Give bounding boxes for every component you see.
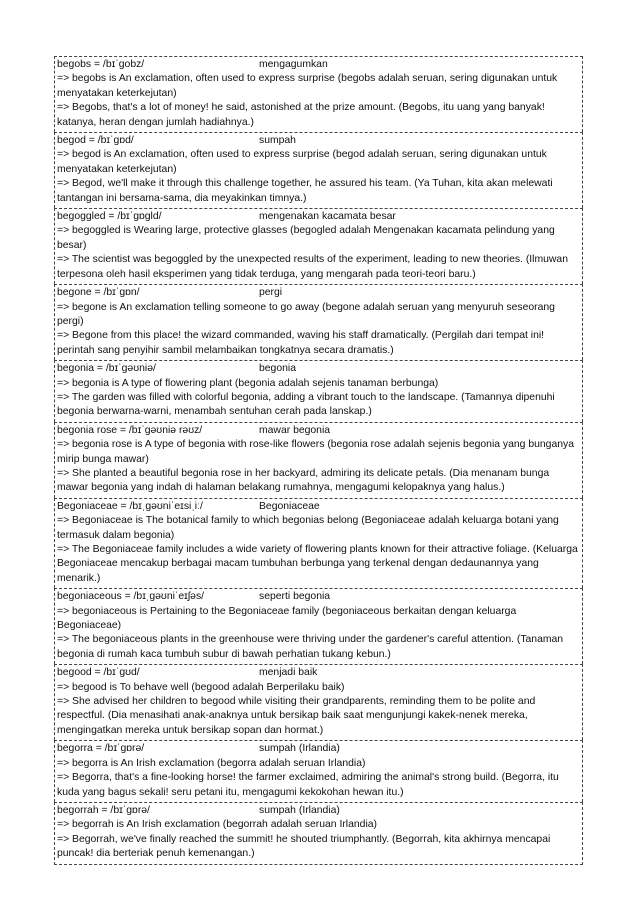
entry-definition: => begobs is An exclamation, often used to express surprise (begobs adalah seruan, sering digunakan untuk menyatakan keterkejutan) — [57, 73, 558, 99]
entry-heading — [57, 424, 580, 438]
entry-definition: => begorra is An Irish exclamation (begorra adalah seruan Irlandia) — [57, 757, 366, 769]
entry-heading — [57, 666, 580, 680]
entry-translation: sumpah (Irlandia) — [259, 804, 340, 816]
entry-heading — [57, 500, 580, 514]
entry-translation: sumpah (Irlandia) — [259, 743, 340, 755]
entry-heading — [57, 210, 580, 224]
dictionary-entry — [54, 740, 583, 802]
dictionary-entry — [54, 284, 583, 360]
dictionary-entry — [54, 208, 583, 284]
entry-definition: => begonia rose is A type of begonia with rose-like flowers (begonia rose adalah sejenis begonia yang bunganya mirip bunga mawar) — [57, 439, 574, 465]
entry-term: begorrah = /bɪˈɡɒrə/ — [57, 804, 150, 816]
entry-term: begone = /bɪˈɡɒn/ — [57, 287, 140, 299]
entry-heading — [57, 286, 580, 300]
entry-example: => Begobs, that's a lot of money! he said, astonished at the prize amount. (Begobs, itu uang yang banyak! katanya, heran dengan jumlah hadiahnya.) — [57, 102, 545, 128]
dictionary-entry — [54, 360, 583, 422]
entry-heading — [57, 134, 580, 148]
entry-definition: => begod is An exclamation, often used to express surprise (begod adalah seruan, sering digunakan untuk menyatakan keterkejutan) — [57, 149, 547, 175]
entry-heading — [57, 362, 580, 376]
entry-translation: begonia — [259, 363, 296, 375]
entry-translation: mawar begonia — [259, 424, 331, 436]
entry-definition: => begorrah is An Irish exclamation (begorrah adalah seruan Irlandia) — [57, 819, 377, 831]
entry-definition: => begoniaceous is Pertaining to the Begoniaceae family (begoniaceous berkaitan dengan keluarga Begoniaceae) — [57, 605, 517, 632]
entry-term: Begoniaceae = /bɪˌɡəʊniˈeɪsiˌiː/ — [57, 500, 203, 512]
entry-translation: seperti begonia — [259, 591, 331, 603]
dictionary-entry — [54, 664, 583, 740]
entry-example: => Begone from this place! the wizard commanded, waving his staff dramatically. (Pergilah dari tempat ini! perintah sang penyihir sambil melambaikan tongkatnya secara dramatis.) — [57, 330, 545, 356]
entry-translation: Begoniaceae — [259, 500, 320, 512]
entry-definition: => begone is An exclamation telling someone to go away (begone adalah seruan yang menyuruh seseorang pergi) — [57, 301, 555, 327]
dictionary-sheet — [54, 56, 583, 865]
entry-example: => She advised her children to begood while visiting their grandparents, reminding them to be polite and respectful. (Dia menasihati anak-anaknya untuk bersikap baik saat mengunjungi kakek-nenek mereka, mengingatkan mereka untuk bersikap sopan dan hormat.) — [57, 696, 536, 736]
entry-term: begonia = /bɪˈɡəʊniə/ — [57, 363, 156, 375]
entry-term: begood = /bɪˈɡʊd/ — [57, 667, 140, 679]
entry-example: => The scientist was begoggled by the unexpected results of the experiment, leading to new theories. (Ilmuwan terpesona oleh hasil eksperimen yang tidak terduga, yang mengarah pada teori-teori baru.) — [57, 254, 568, 280]
entry-example: => She planted a beautiful begonia rose in her backyard, admiring its delicate petals. (Dia menanam bunga mawar begonia yang indah di halaman belakang rumahnya, mengagumi kelopaknya yang halus.) — [57, 467, 550, 494]
dictionary-entry — [54, 802, 583, 865]
dictionary-entry — [54, 56, 583, 132]
entry-translation: menjadi baik — [259, 667, 318, 679]
entry-definition: => begood is To behave well (begood adalah Berperilaku baik) — [57, 681, 345, 693]
entry-term: begobs = /bɪˈɡobz/ — [57, 59, 145, 70]
entry-heading — [57, 804, 580, 818]
entry-heading — [57, 742, 580, 756]
dictionary-entry — [54, 588, 583, 664]
entry-term: begorra = /bɪˈɡɒrə/ — [57, 743, 145, 755]
entry-term: begoniaceous = /bɪˌɡəʊniˈeɪʃəs/ — [57, 591, 205, 603]
entry-term: begod = /bɪˈɡɒd/ — [57, 135, 134, 147]
entry-translation: sumpah — [259, 135, 296, 147]
entry-example: => The garden was filled with colorful begonia, adding a vibrant touch to the landscape. (Tamannya dipenuhi begonia berwarna-warni, menambah sentuhan cerah pada lanskap.) — [57, 391, 555, 418]
dictionary-entry — [54, 132, 583, 208]
entry-term: begoggled = /bɪˈɡɒɡld/ — [57, 211, 162, 223]
entry-example: => The begoniaceous plants in the greenhouse were thriving under the gardener's careful attention. (Tanaman begonia di rumah kaca tumbuh subur di bawah perhatian tukang kebun.) — [57, 634, 564, 660]
entry-translation: mengagumkan — [259, 59, 328, 70]
dictionary-entry — [54, 498, 583, 588]
entry-example: => Begod, we'll make it through this challenge together, he assured his team. (Ya Tuhan, kita akan melewati tantangan ini bersama-sama, dia meyakinkan timnya.) — [57, 178, 553, 204]
entry-definition: => Begoniaceae is The botanical family to which begonias belong (Begoniaceae adalah keluarga botani yang termasuk dalam begonia) — [57, 515, 559, 541]
entry-heading — [57, 58, 580, 72]
dictionary-entry — [54, 422, 583, 498]
entry-example: => Begorra, that's a fine-looking horse! the farmer exclaimed, admiring the animal's strong build. (Begorra, itu kuda yang bagus sekali! seru petani itu, mengagumi kekokohan hewan itu.) — [57, 772, 559, 798]
entry-example: => Begorrah, we've finally reached the summit! he shouted triumphantly. (Begorrah, kita akhirnya mencapai puncak! dia berteriak penuh kemenangan.) — [57, 833, 551, 860]
entry-definition: => begoggled is Wearing large, protective glasses (begogled adalah Mengenakan kacamata pelindung yang besar) — [57, 225, 555, 251]
entry-definition: => begonia is A type of flowering plant (begonia adalah sejenis tanaman berbunga) — [57, 377, 439, 389]
entry-heading — [57, 590, 580, 604]
entry-translation: pergi — [259, 287, 283, 299]
entry-term: begonia rose = /bɪˈɡəʊniə rəʊz/ — [57, 424, 203, 436]
entry-example: => The Begoniaceae family includes a wide variety of flowering plants known for their attractive foliage. (Keluarga Begoniaceae mencakup berbagai macam tumbuhan berbunga yang terkenal dengan dedaunannya yang menarik.) — [57, 544, 578, 584]
entry-translation: mengenakan kacamata besar — [259, 211, 396, 223]
